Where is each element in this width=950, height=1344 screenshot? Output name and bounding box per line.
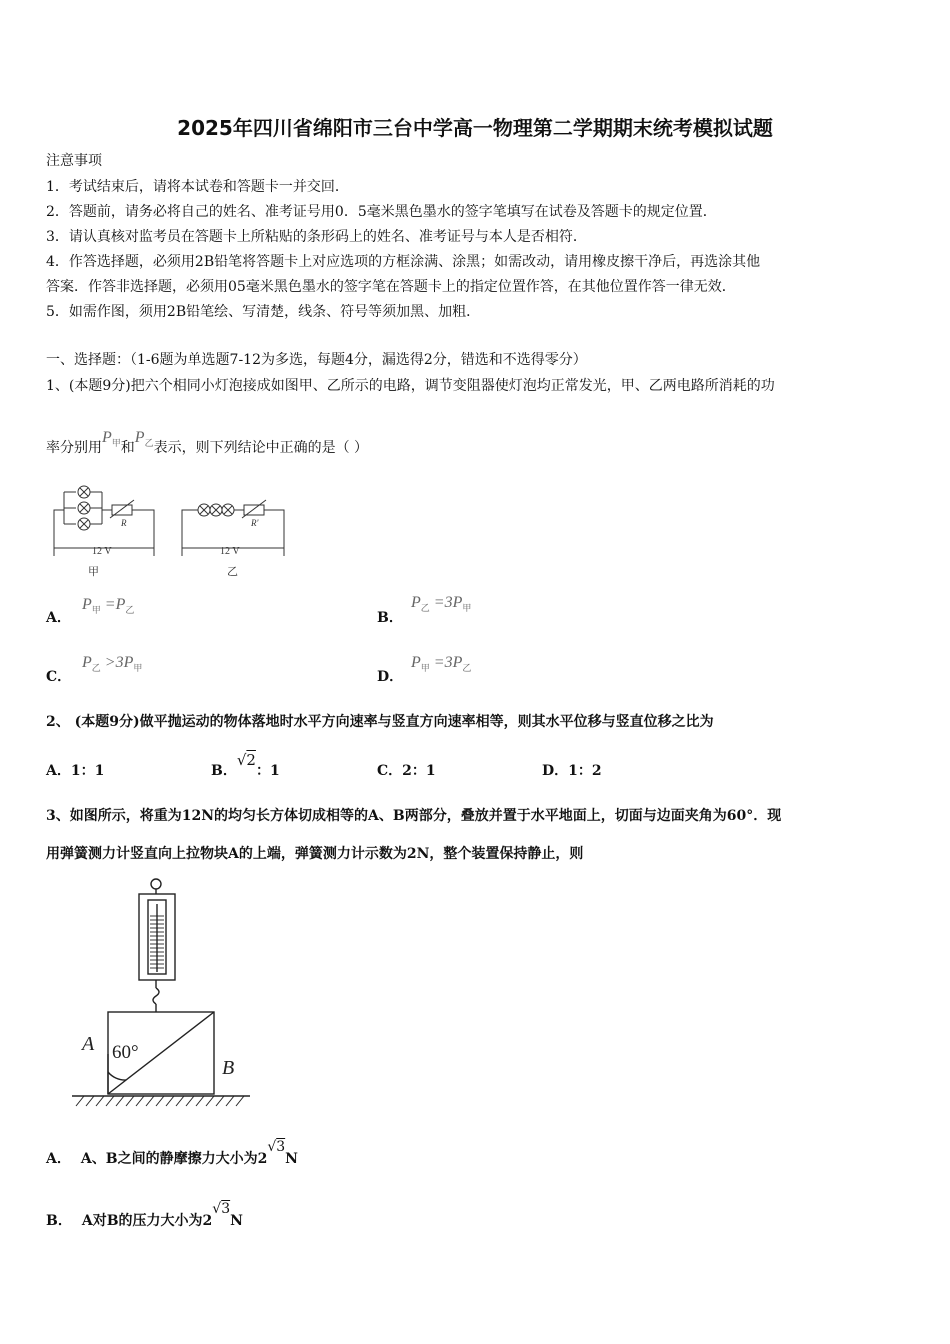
notice-item: 4．作答选择题，必须用2B铅笔将答题卡上对应选项的方框涂满、涂黑；如需改动，请用橡皮擦干净后，再选涂其他 (46, 254, 761, 270)
rheostat-label: R (121, 518, 127, 528)
q3-option-b[interactable]: B． A对B的压力大小为2√3N (46, 1201, 243, 1229)
notice-item: 答案．作答非选择题，必须用05毫米黑色墨水的签字笔在答题卡上的指定位置作答，在其他位置作答一律无效． (46, 279, 736, 295)
circuit-caption: 乙 (227, 566, 238, 578)
q1-option-c-expr: $P_乙 >3P_甲$ (82, 654, 143, 674)
q1-option-c[interactable]: C． (46, 669, 72, 685)
circuit-caption: 甲 (88, 566, 99, 578)
notice-item: 1．考试结束后，请将本试卷和答题卡一并交回． (46, 179, 349, 195)
block-a-label: A (82, 1033, 95, 1055)
q1-option-a-expr: $P_甲 =P_乙$ (82, 596, 135, 616)
q1-stem-line2: 率分别用$P_甲$和$P_乙$表示，则下列结论中正确的是（ ） (46, 429, 369, 456)
q2-option-d[interactable]: D．1：2 (542, 763, 602, 779)
notice-item: 2．答题前，请务必将自己的姓名、准考证号用0．5毫米黑色墨水的签字笔填写在试卷及答题卡的规定位置． (46, 204, 717, 220)
q1-option-a[interactable]: A． (46, 610, 71, 626)
q3-stem-line1: 3、如图所示，将重为12N的均匀长方体切成相等的A、B两部分，叠放并置于水平地面上，切面与边面夹角为60°．现 (46, 808, 782, 824)
notice-item: 5．如需作图，须用2B铅笔绘、写清楚，线条、符号等须加黑、加粗． (46, 304, 481, 320)
notice-heading: 注意事项 (46, 153, 102, 169)
q1-stem-line1: 1、(本题9分)把六个相同小灯泡接成如图甲、乙所示的电路，调节变阻器使灯泡均正常发光，甲、乙两电路所消耗的功 (46, 378, 775, 394)
notice-item: 3．请认真核对监考员在答题卡上所粘贴的条形码上的姓名、准考证号与本人是否相符． (46, 229, 587, 245)
q1-option-b[interactable]: B． (377, 610, 403, 626)
circuit-figures (48, 478, 298, 580)
q2-option-a[interactable]: A．1：1 (46, 763, 105, 779)
q1-option-b-expr: $P_乙 =3P_甲$ (411, 594, 472, 614)
angle-label: 60° (112, 1042, 139, 1063)
voltage-label: 12 V (92, 546, 112, 557)
q3-stem-line2: 用弹簧测力计竖直向上拉物块A的上端，弹簧测力计示数为2N，整个装置保持静止，则 (46, 846, 584, 862)
rheostat-label: R' (251, 518, 259, 528)
q2-stem: 2、 (本题9分)做平抛运动的物体落地时水平方向速率与竖直方向速率相等，则其水平位移与竖直位移之比为 (46, 714, 714, 730)
q1-option-d-expr: $P_甲 =3P_乙$ (411, 654, 472, 674)
block-figure (66, 876, 256, 1110)
block-b-label: B (222, 1057, 235, 1079)
q3-option-a[interactable]: A． A、B之间的静摩擦力大小为2√3N (46, 1139, 298, 1167)
q2-option-b[interactable]: B．√2：1 (211, 751, 280, 779)
q1-option-d[interactable]: D． (377, 669, 404, 685)
voltage-label: 12 V (220, 546, 240, 557)
section-heading: 一、选择题：（1-6题为单选题7-12为多选，每题4分，漏选得2分，错选和不选得零分） (46, 352, 587, 368)
page-title: 2025年四川省绵阳市三台中学高一物理第二学期期末统考模拟试题 (177, 116, 773, 140)
q2-option-c[interactable]: C．2：1 (377, 763, 436, 779)
